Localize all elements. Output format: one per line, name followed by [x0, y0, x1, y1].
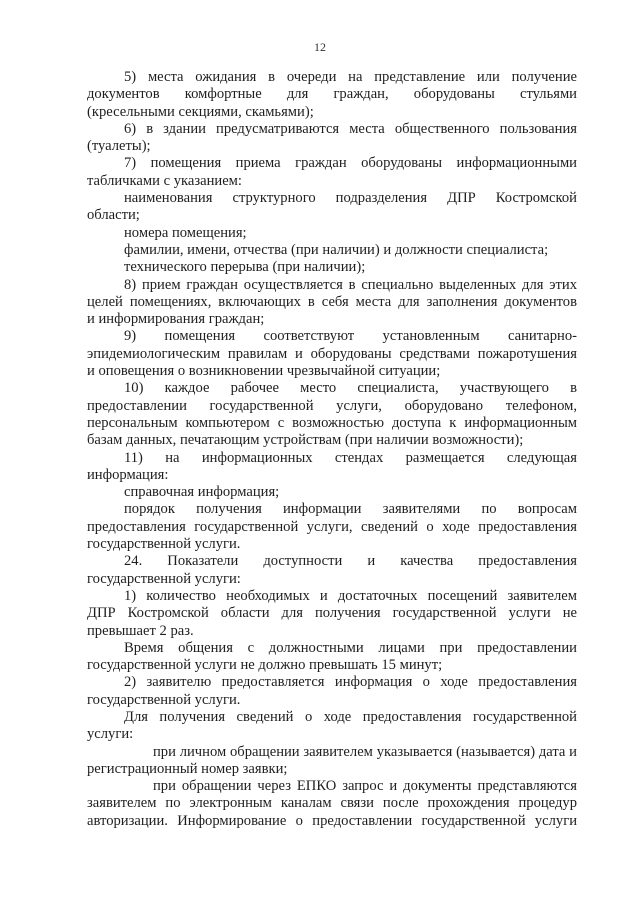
text-line: 2) заявителю предоставляется информация о ходе предоставления	[124, 674, 577, 691]
text-line: 6) в здании предусматриваются места общественного пользования	[124, 120, 577, 137]
text-line: персональным компьютером с возможностью доступа к информационным	[87, 414, 577, 431]
text-line: 8) прием граждан осуществляется в специально выделенных для этих	[124, 276, 577, 293]
text-line: справочная информация;	[124, 484, 280, 501]
text-line: 1) количество необходимых и достаточных посещений заявителем	[124, 587, 577, 604]
document-body	[87, 69, 577, 830]
text-line: услуги:	[87, 726, 134, 743]
text-line: табличками с указанием:	[87, 172, 242, 189]
text-line: заявителем по электронным каналам связи после прохождения процедур	[87, 795, 577, 812]
text-line: фамилии, имени, отчества (при наличии) и должности специалиста;	[124, 241, 549, 258]
text-line: и информирования граждан;	[87, 311, 265, 328]
text-line: 7) помещения приема граждан оборудованы информационными	[124, 155, 577, 172]
text-line: 9) помещения соответствуют установленным санитарно-	[124, 328, 577, 345]
text-line: (кресельными секциями, скамьями);	[87, 103, 314, 120]
text-line: ДПР Костромской области для получения государственной услуги не	[87, 605, 577, 622]
text-line: 5) места ожидания в очереди на представление или получение	[124, 69, 577, 85]
text-line: Для получения сведений о ходе предоставления государственной	[124, 708, 577, 725]
text-line: области;	[87, 207, 140, 224]
text-line: и оповещения о возникновении чрезвычайной ситуации;	[87, 363, 441, 380]
text-line: государственной услуги:	[87, 570, 241, 587]
text-line: предоставлении государственной услуги, оборудовано телефоном,	[87, 397, 577, 414]
text-line: номера помещения;	[124, 224, 247, 241]
text-line: целей помещениях, включающих в себя места для заполнения документов	[87, 293, 577, 310]
text-line: информация:	[87, 466, 169, 483]
text-line: порядок получения информации заявителями по вопросам	[124, 501, 577, 518]
text-line: государственной услуги.	[87, 536, 241, 553]
text-line: технического перерыва (при наличии);	[124, 259, 366, 276]
text-line: при личном обращении заявителем указывается (называется) дата и	[153, 743, 577, 760]
text-line: предоставления государственной услуги, сведений о ходе предоставления	[87, 518, 577, 535]
text-line: Время общения с должностными лицами при предоставлении	[124, 639, 577, 656]
text-line: государственной услуги не должно превышать 15 минут;	[87, 657, 443, 674]
text-line: 24. Показатели доступности и качества предоставления	[124, 553, 577, 570]
text-line: 11) на информационных стендах размещается следующая	[124, 449, 577, 466]
text-line: базам данных, печатающим устройствам (при наличии возможности);	[87, 432, 524, 449]
page-number: 12	[314, 40, 326, 54]
text-line: документов комфортные для граждан, оборудованы стульями	[87, 86, 577, 103]
text-line: при обращении через ЕПКО запрос и документы представляются	[153, 778, 577, 795]
text-line: превышает 2 раз.	[87, 622, 194, 639]
text-line: авторизации. Информирование о предоставлении государственной услуги	[87, 812, 577, 829]
text-line: наименования структурного подразделения ДПР Костромской	[124, 190, 577, 207]
text-line: 10) каждое рабочее место специалиста, участвующего в	[124, 380, 577, 397]
text-line: государственной услуги.	[87, 691, 241, 708]
text-line: (туалеты);	[87, 138, 151, 155]
text-line: регистрационный номер заявки;	[87, 760, 288, 777]
text-line: эпидемиологическим правилам и оборудованы средствами пожаротушения	[87, 345, 577, 362]
